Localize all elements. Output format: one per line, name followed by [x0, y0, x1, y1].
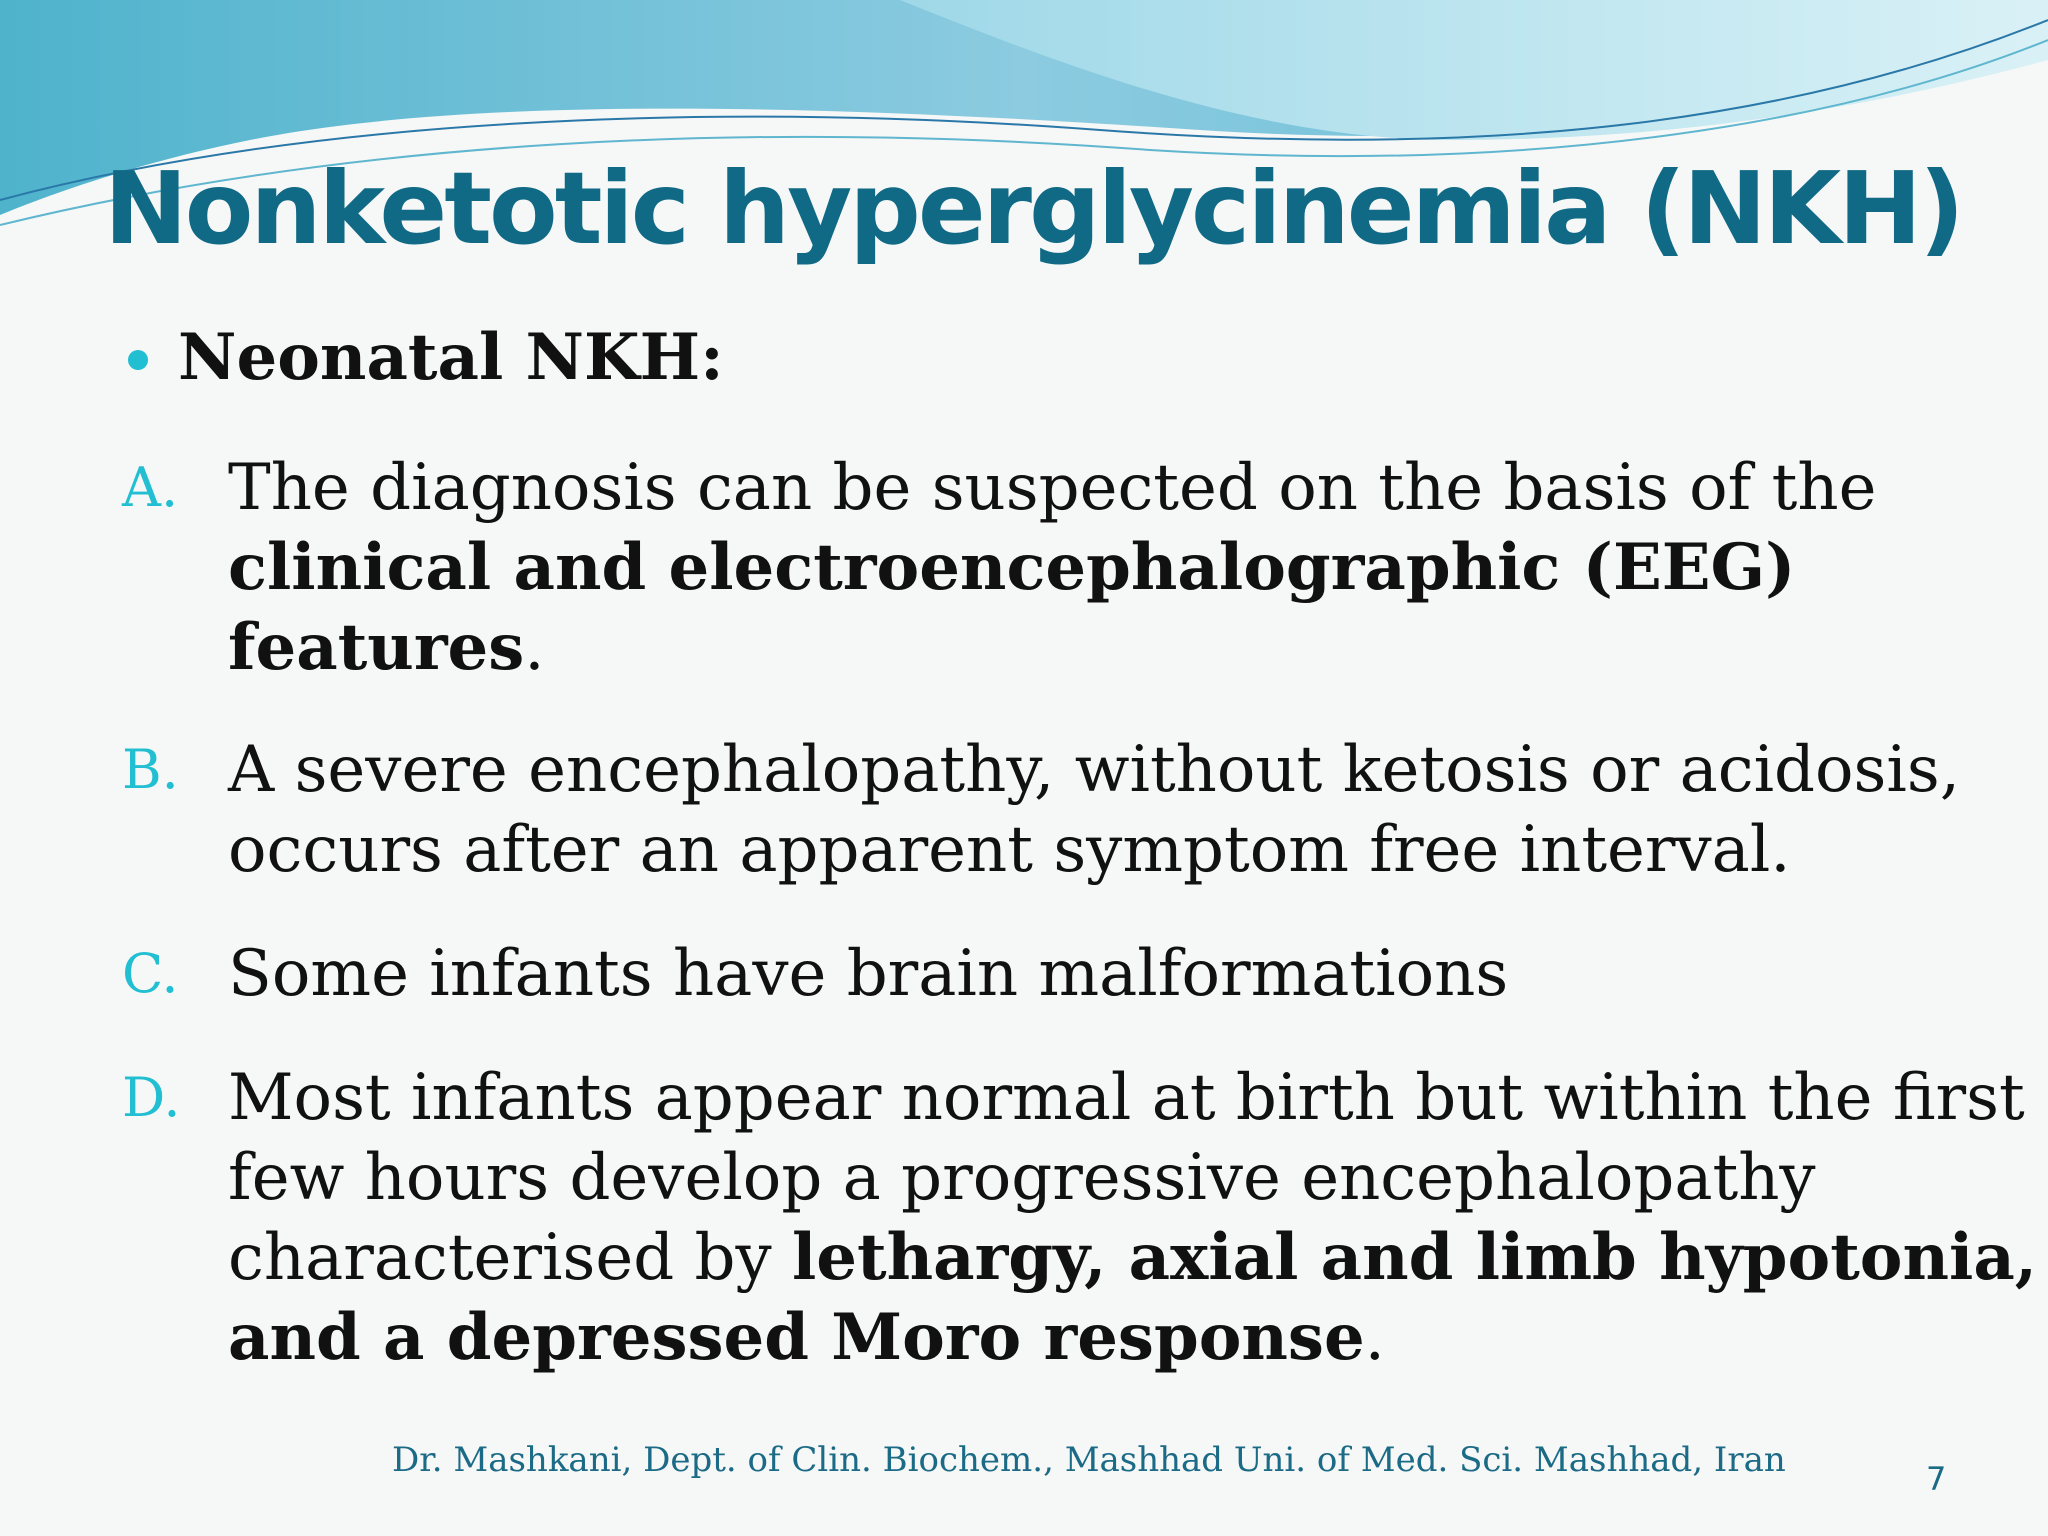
slide-title: Nonketotic hyperglycinemia (NKH)	[104, 150, 1962, 267]
text-run: .	[524, 611, 545, 685]
list-marker: B.	[122, 738, 179, 801]
text-run: The diagnosis can be suspected on the basis of the	[228, 451, 1877, 525]
text-run: Most infants appear normal at birth but within the first few hours develop a progressive encephalopathy characterised by	[228, 1061, 2025, 1295]
list-item-text	[228, 730, 2048, 890]
bullet-dot-icon	[128, 350, 148, 370]
list-marker: D.	[122, 1066, 181, 1129]
list-item-text	[228, 448, 2048, 688]
text-run: A severe encephalopathy, without ketosis or acidosis, occurs after an apparent symptom free interval.	[228, 733, 1961, 887]
list-marker: C.	[122, 942, 179, 1005]
text-run-bold: clinical and electroencephalographic (EEG) features	[228, 530, 1796, 685]
list-item-text	[228, 934, 2048, 1014]
list-marker: A.	[122, 456, 179, 519]
page-number: 7	[1926, 1460, 1947, 1498]
slide-footer: Dr. Mashkani, Dept. of Clin. Biochem., Mashhad Uni. of Med. Sci. Mashhad, Iran	[392, 1440, 1786, 1480]
text-run: Some infants have brain malformations	[228, 937, 1509, 1011]
list-item-text	[228, 1058, 2048, 1378]
bullet-heading-text: Neonatal NKH:	[178, 320, 724, 395]
text-run: .	[1364, 1301, 1385, 1375]
text-run-bold: lethargy, axial and limb hypotonia, and a depressed Moro response	[228, 1220, 2038, 1375]
